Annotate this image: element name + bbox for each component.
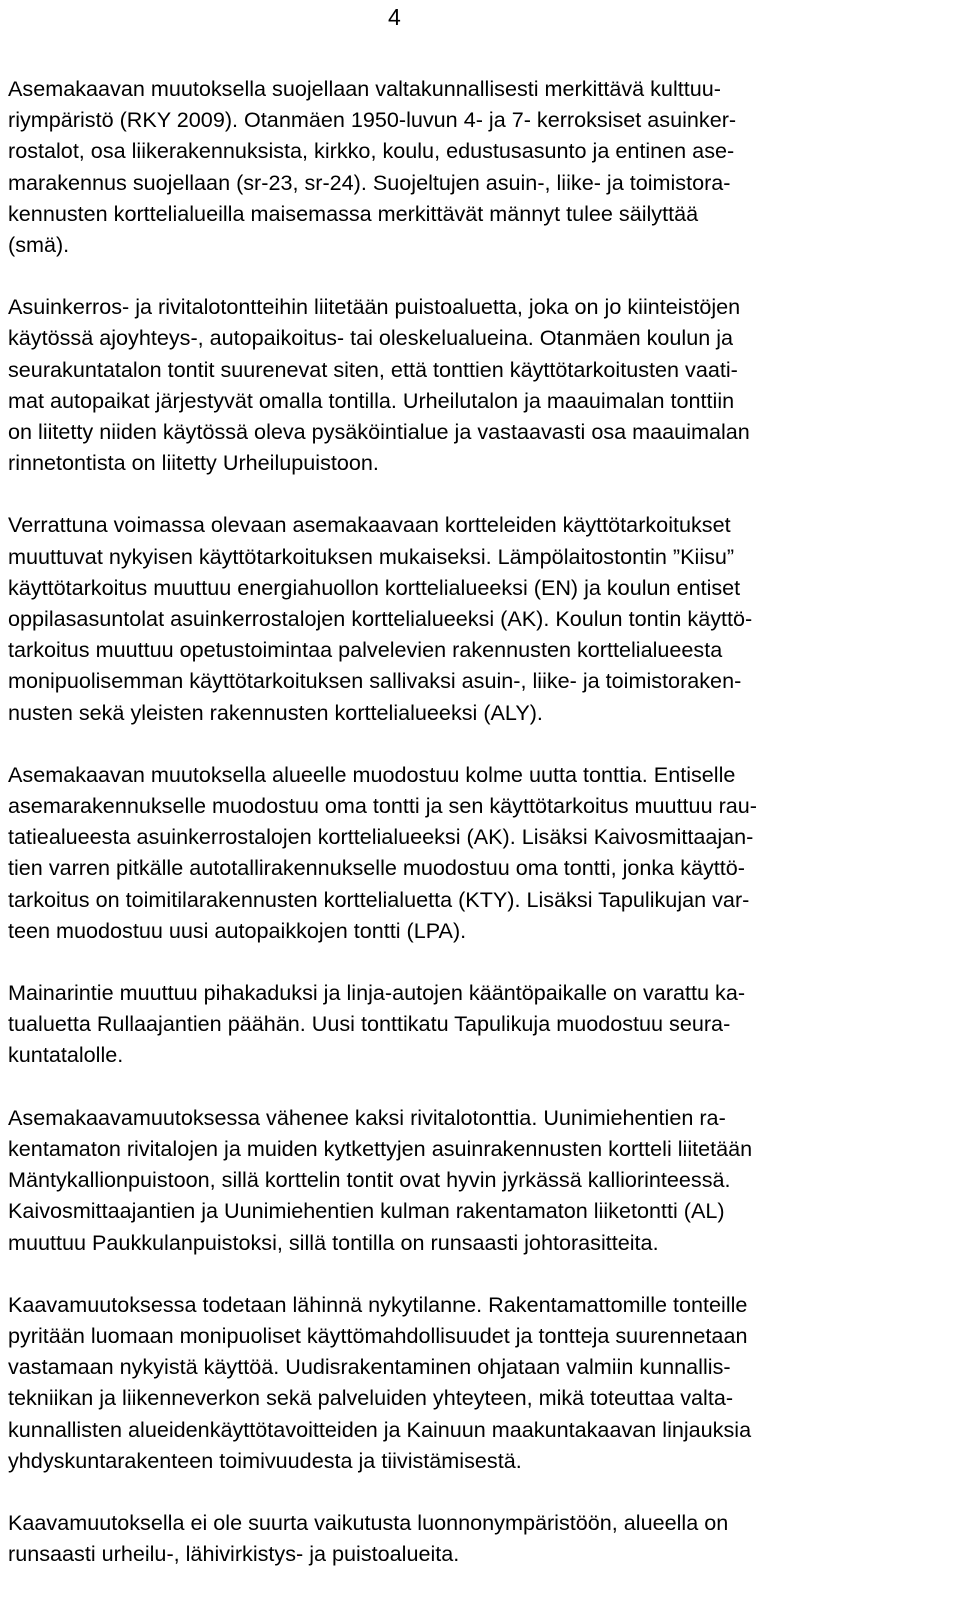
text-line: tatiealueesta asuinkerrostalojen korttelialueeksi (AK). Lisäksi Kaivosmittaajan- (8, 824, 754, 850)
text-line: kuntatalolle. (8, 1042, 124, 1068)
text-line: riympäristö (RKY 2009). Otanmäen 1950-luvun 4- ja 7- kerroksiset asuinker- (8, 107, 737, 133)
text-line: Asemakaavamuutoksessa vähenee kaksi rivitalotonttia. Uunimiehentien ra- (8, 1104, 726, 1130)
paragraph-land-use-changes (8, 509, 952, 727)
text-line: Kaivosmittaajantien ja Uunimiehentien kulman rakentamaton liiketontti (AL) (8, 1198, 725, 1224)
text-line: muuttuvat nykyisen käyttötarkoituksen mukaiseksi. Lämpölaitostontin ”Kiisu” (8, 543, 735, 569)
text-line: Kaavamuutoksella ei ole suurta vaikutusta luonnonympäristöön, alueella on (8, 1509, 729, 1535)
text-line: Mäntykallionpuistoon, sillä korttelin tontit ovat hyvin jyrkässä kalliorinteessä. (8, 1167, 731, 1193)
text-line: käytössä ajoyhteys-, autopaikoitus- tai oleskelualueina. Otanmäen koulun ja (8, 325, 734, 351)
text-line: Asemakaavan muutoksella suojellaan valtakunnallisesti merkittävä kulttuu- (8, 76, 721, 101)
text-line: kunnallisten alueidenkäyttötavoitteiden ja Kainuun maakuntakaavan linjauksia (8, 1416, 752, 1442)
text-line: Mainarintie muuttuu pihakaduksi ja linja-autojen kääntöpaikalle on varattu ka- (8, 980, 746, 1006)
text-line: on liitetty niiden käytössä oleva pysäköintialue ja vastaavasti osa maauimalan (8, 419, 750, 445)
text-line: rinnetontista on liitetty Urheilupuistoon. (8, 450, 379, 476)
text-line: Asuinkerros- ja rivitalotontteihin liitetään puistoaluetta, joka on jo kiinteistöjen (8, 294, 741, 320)
text-line: runsaasti urheilu-, lähivirkistys- ja puistoalueita. (8, 1541, 460, 1567)
text-line: teen muodostuu uusi autopaikkojen tontti (LPA). (8, 917, 467, 943)
text-line: asemarakennukselle muodostuu oma tontti ja sen käyttötarkoitus muuttuu rau- (8, 793, 757, 819)
text-line: tualuetta Rullaajantien päähän. Uusi tonttikatu Tapulikuja muodostuu seura- (8, 1011, 731, 1037)
text-line: mat autopaikat järjestyvät omalla tontilla. Urheilutalon ja maauimalan tonttiin (8, 387, 735, 413)
paragraph-park-areas (8, 291, 952, 478)
text-line: (smä). (8, 232, 70, 258)
text-line: tien varren pitkälle autotallirakennukselle muodostuu oma tontti, jonka käyttö- (8, 855, 745, 881)
text-line: tarkoitus on toimitilarakennusten korttelialuetta (KTY). Lisäksi Tapulikujan var- (8, 886, 750, 912)
text-line: tekniikan ja liikenneverkon sekä palveluiden yhteyteen, mikä toteuttaa valta- (8, 1385, 734, 1411)
text-line: monipuolisemman käyttötarkoituksen sallivaksi asuin-, liike- ja toimistoraken- (8, 668, 742, 694)
text-line: nusten sekä yleisten rakennusten korttelialueeksi (ALY). (8, 699, 543, 725)
paragraph-removed-plots (8, 1102, 952, 1258)
page-number: 4 (388, 4, 401, 30)
text-line: seurakuntatalon tontit suurenevat siten, että tonttien käyttötarkoitusten vaati- (8, 356, 738, 382)
text-line: vastamaan nykyistä käyttöä. Uudisrakentaminen ohjataan valmiin kunnallis- (8, 1354, 731, 1380)
text-line: muuttuu Paukkulanpuistoksi, sillä tontilla on runsaasti johtorasitteita. (8, 1229, 659, 1255)
paragraph-environment (8, 1507, 952, 1569)
text-line: rostalot, osa liikerakennuksista, kirkko, koulu, edustusasunto ja entinen ase- (8, 138, 735, 164)
paragraph-new-plots (8, 759, 952, 946)
text-line: käyttötarkoitus muuttuu energiahuollon korttelialueeksi (EN) ja koulun entiset (8, 574, 741, 600)
text-line: Kaavamuutoksessa todetaan lähinnä nykytilanne. Rakentamattomille tonteille (8, 1291, 748, 1317)
text-line: Asemakaavan muutoksella alueelle muodostuu kolme uutta tonttia. Entiselle (8, 761, 736, 787)
text-line: kentamaton rivitalojen ja muiden kytkettyjen asuinrakennusten kortteli liitetään (8, 1135, 753, 1161)
paragraph-current-state (8, 1289, 952, 1476)
paragraph-protection (8, 73, 952, 260)
document-body (8, 73, 952, 1600)
text-line: oppilasasuntolat asuinkerrostalojen korttelialueeksi (AK). Koulun tontin käyttö- (8, 606, 753, 632)
text-line: marakennus suojellaan (sr-23, sr-24). Suojeltujen asuin-, liike- ja toimistora- (8, 169, 731, 195)
text-line: tarkoitus muuttuu opetustoimintaa palvelevien rakennusten korttelialueesta (8, 637, 723, 663)
text-line: pyritään luomaan monipuoliset käyttömahdollisuudet ja tontteja suurennetaan (8, 1322, 748, 1348)
text-line: kennusten korttelialueilla maisemassa merkittävät männyt tulee säilyttää (8, 200, 699, 226)
text-line: Verrattuna voimassa olevaan asemakaavaan kortteleiden käyttötarkoitukset (8, 512, 731, 538)
text-line: yhdyskuntarakenteen toimivuudesta ja tiivistämisestä. (8, 1447, 522, 1473)
paragraph-streets (8, 977, 952, 1071)
